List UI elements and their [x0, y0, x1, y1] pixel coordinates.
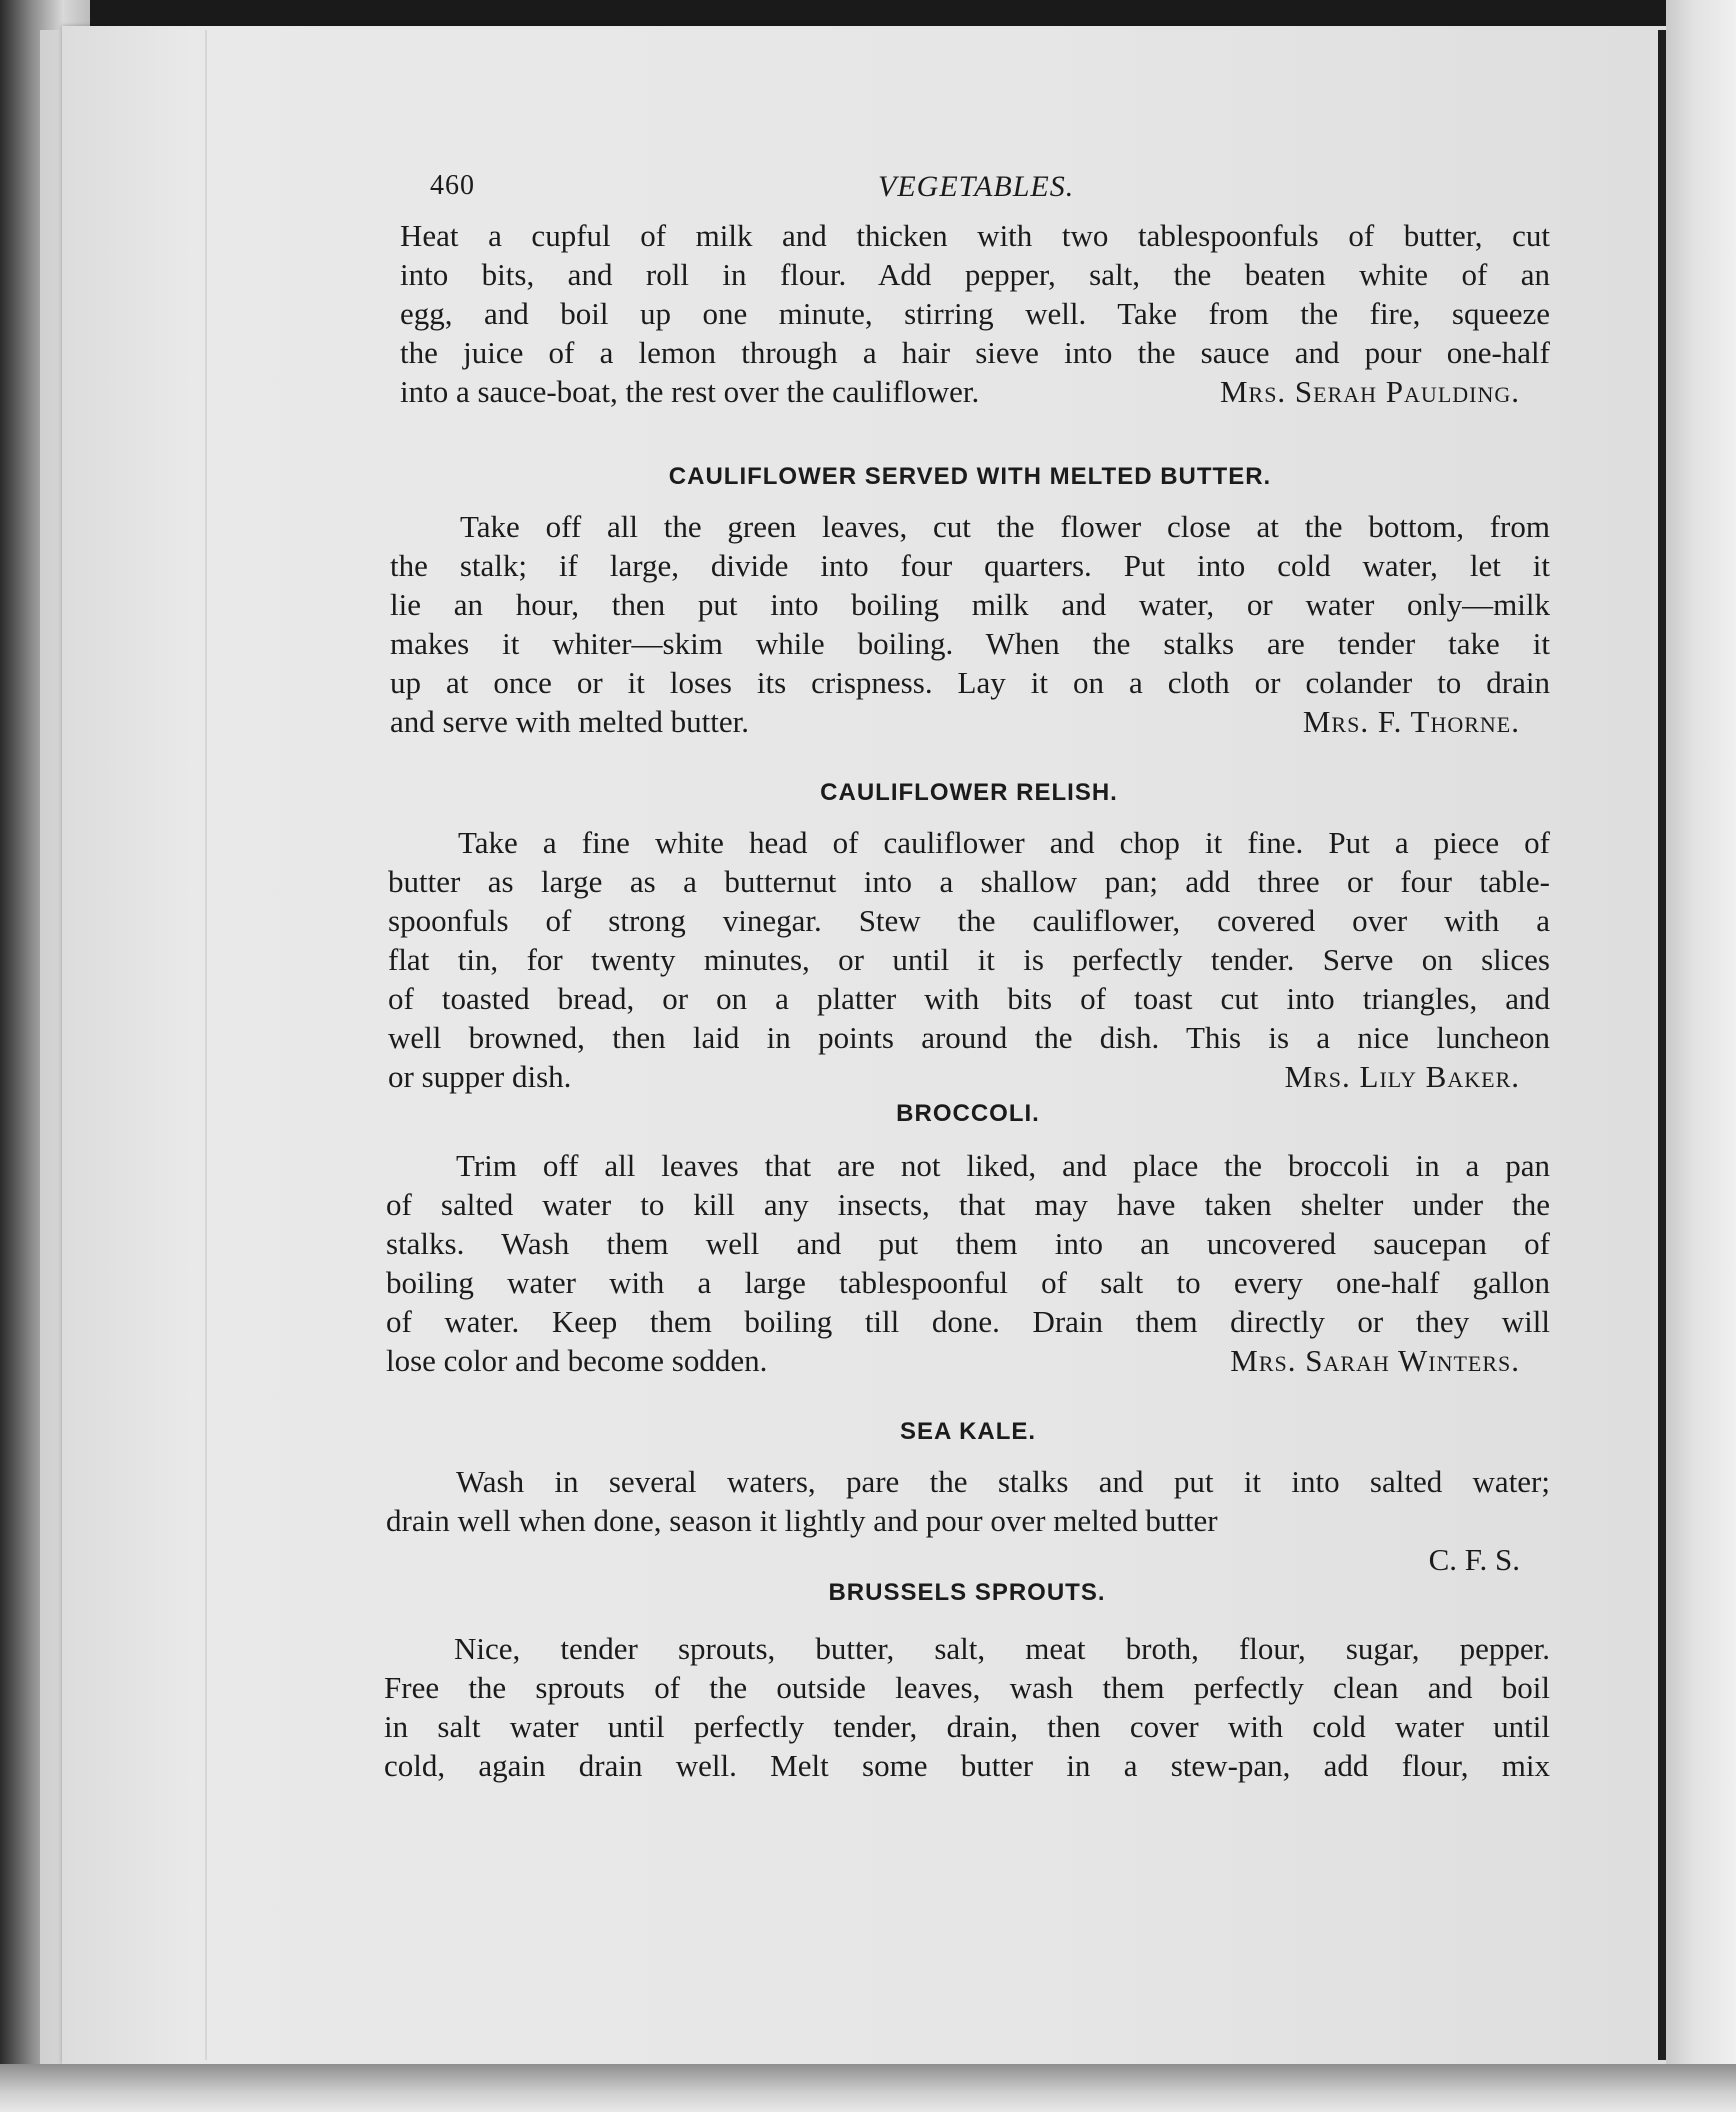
text-line: drain well when done, season it lightly and pour over melted butter — [386, 1503, 1218, 1538]
section-sea-kale — [386, 1418, 1550, 1579]
page-number: 460 — [430, 170, 475, 201]
text-line: lie an hour, then put into boiling milk and water, or water only—milk — [390, 587, 1550, 622]
book-bottom-edge — [0, 2064, 1736, 2112]
text-line: up at once or it loses its crispness. Lay it on a cloth or colander to drain — [390, 665, 1550, 700]
facing-page-edge — [1666, 0, 1736, 2112]
text-line: butter as large as a butternut into a shallow pan; add three or four table- — [388, 864, 1550, 899]
recipe-heading: BRUSSELS SPROUTS. — [828, 1579, 1106, 1606]
recipe-author: Mrs. F. Thorne. — [1302, 704, 1520, 739]
section-intro — [400, 216, 1550, 411]
text-line: of water. Keep them boiling till done. Drain them directly or they will — [386, 1304, 1550, 1339]
text-line: boiling water with a large tablespoonful of salt to every one-half gallon — [386, 1265, 1550, 1300]
text-line: flat tin, for twenty minutes, or until it is perfectly tender. Serve on slices — [388, 942, 1550, 977]
text-line: into a sauce-boat, the rest over the cauliflower. — [400, 374, 980, 409]
running-head — [400, 170, 1550, 214]
text-line-with-signature — [386, 1341, 1550, 1380]
text-line: stalks. Wash them well and put them into an uncovered saucepan of — [386, 1226, 1550, 1261]
recipe-heading: CAULIFLOWER RELISH. — [820, 779, 1118, 806]
gutter-shadow — [205, 30, 207, 2060]
text-line: of toasted bread, or on a platter with bits of toast cut into triangles, and — [388, 981, 1550, 1016]
section-broccoli — [386, 1100, 1550, 1380]
section-cauliflower-melted-butter — [390, 463, 1550, 741]
text-line-with-signature — [400, 372, 1550, 411]
text-line: Heat a cupful of milk and thicken with two tablespoonfuls of butter, cut — [400, 218, 1550, 253]
text-line: of salted water to kill any insects, that may have taken shelter under the — [386, 1187, 1550, 1222]
text-line: Free the sprouts of the outside leaves, wash them perfectly clean and boil — [384, 1670, 1550, 1705]
text-line: Take off all the green leaves, cut the flower close at the bottom, from — [460, 509, 1550, 544]
recipe-heading: CAULIFLOWER SERVED WITH MELTED BUTTER. — [668, 463, 1272, 490]
recipe-author: Mrs. Sarah Winters. — [1230, 1343, 1520, 1378]
page-content — [384, 170, 1550, 1785]
text-line: well browned, then laid in points around the dish. This is a nice luncheon — [388, 1020, 1550, 1055]
running-title: VEGETABLES. — [878, 170, 1075, 203]
recipe-author: Mrs. Serah Paulding. — [1219, 374, 1520, 409]
text-line: Take a fine white head of cauliflower and chop it fine. Put a piece of — [458, 825, 1550, 860]
text-line: or supper dish. — [388, 1059, 572, 1094]
text-line: into bits, and roll in flour. Add pepper, salt, the beaten white of an — [400, 257, 1550, 292]
text-line: the stalk; if large, divide into four quarters. Put into cold water, let it — [390, 548, 1550, 583]
text-line: lose color and become sodden. — [386, 1343, 768, 1378]
text-line: the juice of a lemon through a hair sieve into the sauce and pour one-half — [400, 335, 1550, 370]
recipe-author: C. F. S. — [1428, 1542, 1520, 1577]
recipe-heading: BROCCOLI. — [896, 1100, 1040, 1127]
text-line: cold, again drain well. Melt some butter in a stew-pan, add flour, mix — [384, 1748, 1550, 1783]
section-cauliflower-relish — [388, 779, 1550, 1096]
section-brussels-sprouts — [384, 1579, 1550, 1785]
text-line: Trim off all leaves that are not liked, and place the broccoli in a pan — [456, 1148, 1550, 1183]
page-edge — [1658, 30, 1666, 2060]
text-line: egg, and boil up one minute, stirring well. Take from the fire, squeeze — [400, 296, 1550, 331]
text-line-with-signature — [390, 702, 1550, 741]
text-line: Nice, tender sprouts, butter, salt, meat broth, flour, sugar, pepper. — [454, 1631, 1550, 1666]
recipe-author: Mrs. Lily Baker. — [1284, 1059, 1520, 1094]
recipe-heading: SEA KALE. — [899, 1418, 1037, 1445]
text-line: makes it whiter—skim while boiling. When the stalks are tender take it — [390, 626, 1550, 661]
text-line-with-signature — [388, 1057, 1550, 1096]
text-line: spoonfuls of strong vinegar. Stew the cauliflower, covered over with a — [388, 903, 1550, 938]
text-line: Wash in several waters, pare the stalks and put it into salted water; — [456, 1464, 1550, 1499]
text-line: in salt water until perfectly tender, drain, then cover with cold water until — [384, 1709, 1550, 1744]
text-line: and serve with melted butter. — [390, 704, 749, 739]
